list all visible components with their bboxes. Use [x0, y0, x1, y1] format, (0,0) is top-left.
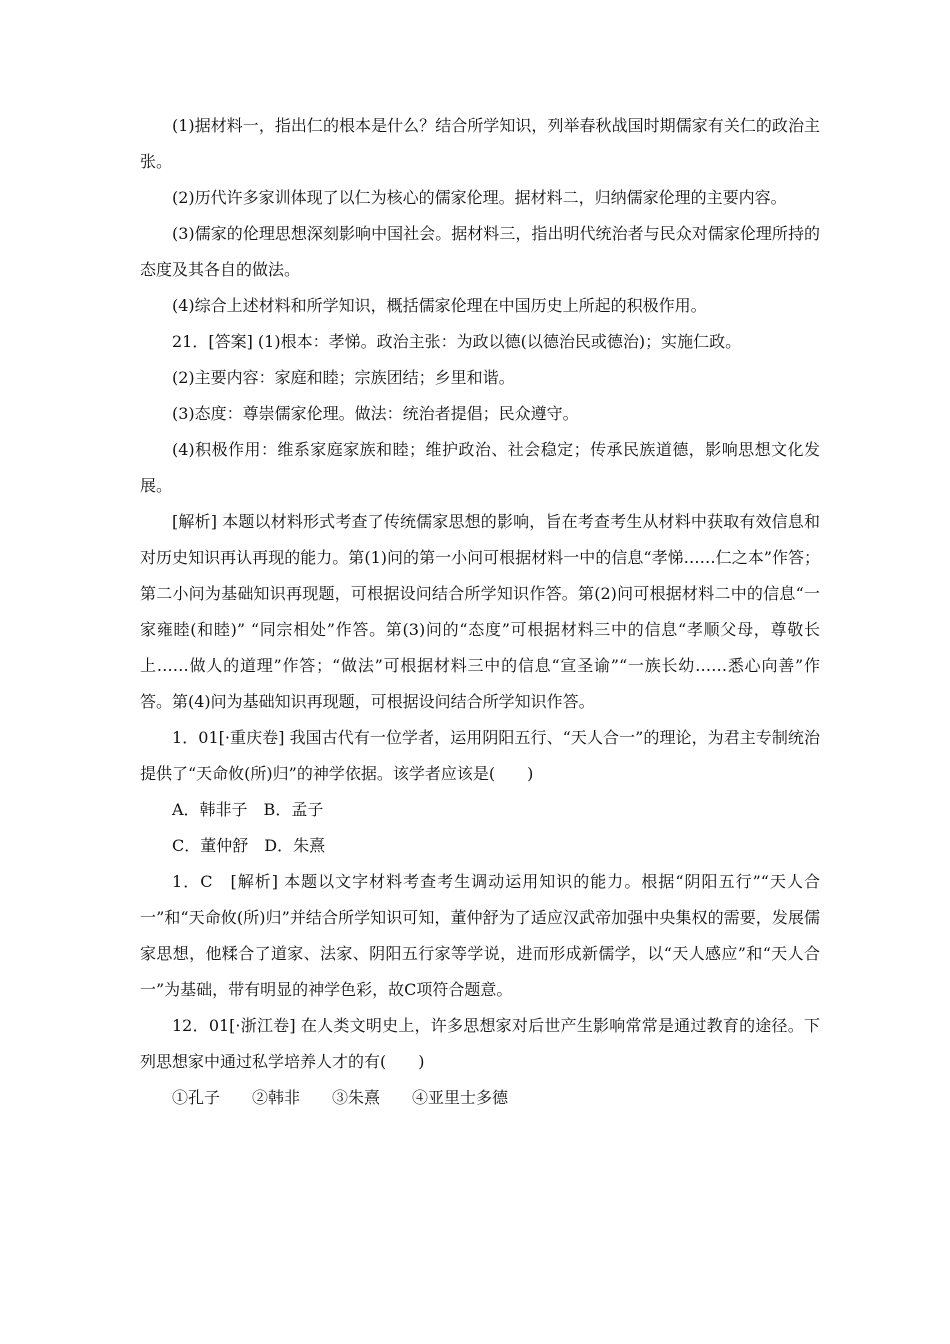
- question-part-2: (2)历代许多家训体现了以仁为核心的儒家伦理。据材料二，归纳儒家伦理的主要内容。: [172, 188, 787, 207]
- question-part-3: (3)儒家的伦理思想深刻影响中国社会。据材料三，指出明代统治者与民众对儒家伦理所持的态度及其各自的做法。: [140, 224, 820, 279]
- question-1-options-cd: C．董仲舒 D．朱熹: [172, 836, 326, 855]
- question-12-options: ①孔子 ②韩非 ③朱熹 ④亚里士多德: [172, 1088, 509, 1107]
- question-1-stem: 1．01[·重庆卷] 我国古代有一位学者，运用阴阳五行、“天人合一”的理论，为君主专制统治提供了“天命攸(所)归”的神学依据。该学者应该是( ): [140, 728, 820, 783]
- answer-21-analysis: [解析] 本题以材料形式考查了传统儒家思想的影响，旨在考查考生从材料中获取有效信息和对历史知识再认再现的能力。第(1)问的第一小问可根据材料一中的信息“孝悌……仁之本”作答；第二小问为基础知识再现题，可根据设问结合所学知识作答。第(2)问可根据材料二中的信息“一家雍睦(和睦)” “同宗相处”作答。第(3)问的“态度”可根据材料三中的信息“孝顺父母，尊敬长上……做人的道理”作答；“做法”可根据材料三中的信息“宣圣谕”“一族长幼……悉心向善”作答。第(4)问为基础知识再现题，可根据设问结合所学知识作答。: [140, 512, 820, 711]
- question-1-answer: 1．C [解析] 本题以文字材料考查考生调动运用知识的能力。根据“阴阳五行”“天人合一”和“天命攸(所)归”并结合所学知识可知，董仲舒为了适应汉武帝加强中央集权的需要，发展儒家思想，他糅合了道家、法家、阴阳五行家等学说，进而形成新儒学，以“天人感应”和“天人合一”为基础，带有明显的神学色彩，故C项符合题意。: [140, 872, 820, 999]
- question-part-4: (4)综合上述材料和所学知识，概括儒家伦理在中国历史上所起的积极作用。: [172, 296, 707, 315]
- answer-21-part-3: (3)态度：尊崇儒家伦理。做法：统治者提倡；民众遵守。: [172, 404, 579, 423]
- answer-21-part-1: 21．[答案] (1)根本：孝悌。政治主张：为政以德(以德治民或德治)；实施仁政。: [172, 332, 742, 351]
- question-1-options-ab: A．韩非子 B．孟子: [172, 800, 324, 819]
- question-part-1: (1)据材料一，指出仁的根本是什么？结合所学知识，列举春秋战国时期儒家有关仁的政治主张。: [140, 116, 820, 171]
- document-page: [140, 108, 820, 1116]
- answer-21-part-2: (2)主要内容：家庭和睦；宗族团结；乡里和谐。: [172, 368, 515, 387]
- answer-21-part-4: (4)积极作用：维系家庭家族和睦；维护政治、社会稳定；传承民族道德，影响思想文化发展。: [140, 440, 820, 495]
- question-12-stem: 12．01[·浙江卷] 在人类文明史上，许多思想家对后世产生影响常常是通过教育的途径。下列思想家中通过私学培养人才的有( ): [140, 1016, 820, 1071]
